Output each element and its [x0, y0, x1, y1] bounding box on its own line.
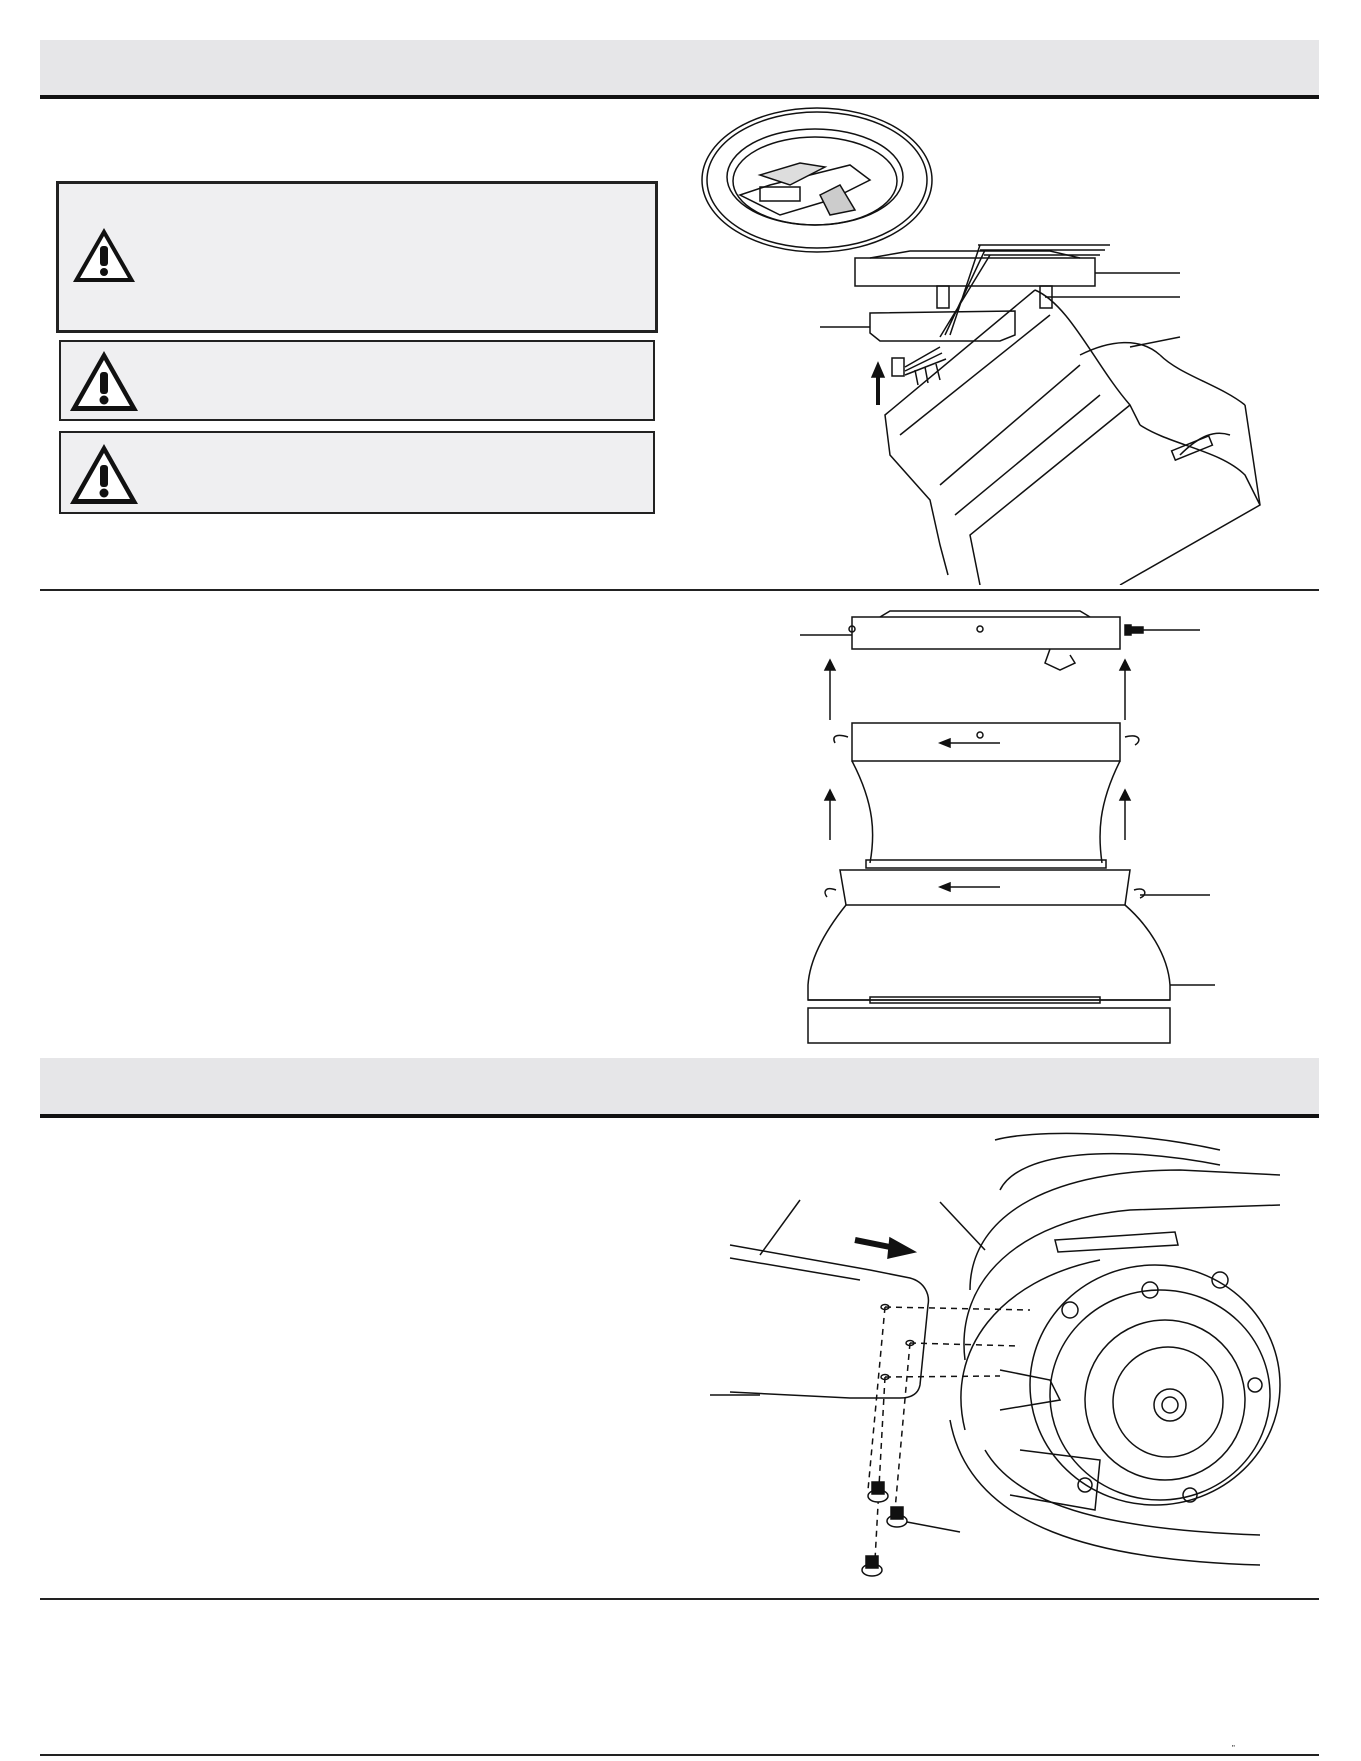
section-header-band-bottom — [40, 1058, 1319, 1114]
section-header-band-top — [40, 40, 1319, 95]
section-header-rule-bottom — [40, 1114, 1319, 1118]
warning-box-3 — [59, 431, 655, 514]
warning-triangle-icon — [71, 226, 137, 284]
warning-box-2 — [59, 340, 655, 421]
figure-canopy-and-cover-assembly — [780, 605, 1260, 1045]
figure-blade-bracket-attachment — [700, 1130, 1290, 1590]
footer-mark: " — [1232, 1744, 1235, 1753]
section-divider-1 — [40, 589, 1319, 591]
section-divider-2 — [40, 1598, 1319, 1600]
footer-rule — [40, 1754, 1319, 1756]
warning-box-large — [56, 181, 658, 333]
warning-triangle-icon — [69, 350, 139, 412]
figure-mounting-plate-assembly — [700, 105, 1320, 585]
section-header-rule-top — [40, 95, 1319, 99]
warning-triangle-icon — [69, 443, 139, 505]
